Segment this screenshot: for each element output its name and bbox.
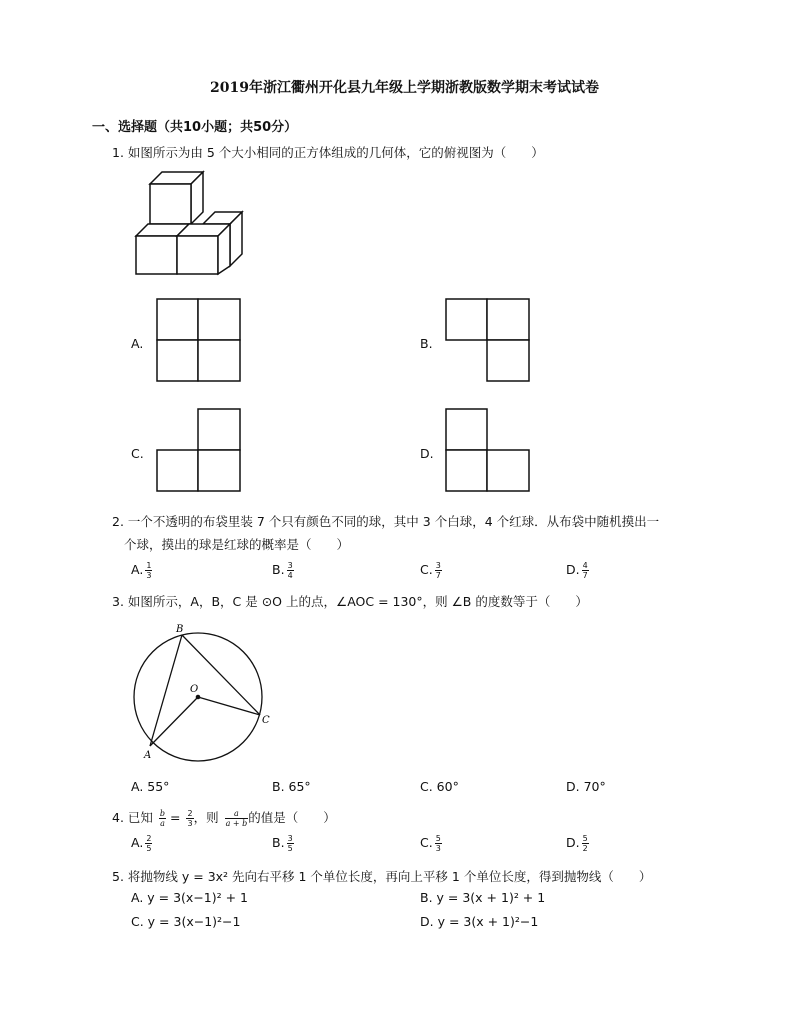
q1-option-d-figure — [445, 408, 531, 492]
q1-option-b-figure — [445, 298, 531, 382]
question-2-line-1: 2. 一个不透明的布袋里装 7 个只有颜色不同的球，其中 3 个白球，4 个红球．从布袋中随机摸出一 — [112, 514, 660, 529]
label-o: O — [190, 684, 199, 695]
q4-option-c: C. $\frac{5}{3}$ — [420, 834, 441, 853]
q1-option-b-label: B. — [420, 336, 433, 351]
q1-option-c-label: C. — [131, 446, 144, 461]
q1-option-c-figure — [156, 408, 242, 492]
label-b: B — [176, 624, 184, 635]
q2-option-b: B. $\frac{3}{4}$ — [272, 561, 293, 580]
page-title: 2019年浙江衢州开化县九年级上学期浙教版数学期末考试试卷 — [210, 80, 599, 96]
q3-option-b: B. 65° — [272, 779, 311, 794]
question-1-cube-figure — [130, 170, 250, 280]
q2-option-d: D. $\frac{4}{7}$ — [566, 561, 588, 580]
q1-option-a-label: A. — [131, 336, 144, 351]
q4-option-b: B. $\frac{3}{5}$ — [272, 834, 293, 853]
question-4-text: 4. 已知 $\frac{b}{a}$ = $\frac{2}{3}$ ，则 $\frac{a}{a + b}$ 的值是（ ） — [112, 809, 336, 828]
question-3-text: 3. 如图所示，A，B，C 是 ⊙O 上的点，∠AOC = 130°，则 ∠B 的度数等于（ ） — [112, 594, 588, 609]
q5-option-b: B. y = 3(x + 1)² + 1 — [420, 890, 546, 905]
label-c: C — [262, 715, 270, 726]
question-5-text: 5. 将抛物线 y = 3x² 先向右平移 1 个单位长度，再向上平移 1 个单位长度，得到抛物线（ ） — [112, 869, 652, 884]
question-3-circle-figure — [128, 622, 278, 764]
label-a: A — [144, 750, 152, 761]
q3-option-d: D. 70° — [566, 779, 606, 794]
q3-option-c: C. 60° — [420, 779, 459, 794]
q1-option-a-figure — [156, 298, 242, 382]
q4-option-a: A. $\frac{2}{5}$ — [131, 834, 152, 853]
segment-bc — [182, 635, 260, 715]
q5-option-c: C. y = 3(x−1)²−1 — [131, 914, 241, 929]
question-1-text: 1. 如图所示为由 5 个大小相同的正方体组成的几何体，它的俯视图为（ ） — [112, 145, 544, 160]
q4-option-d: D. $\frac{5}{2}$ — [566, 834, 588, 853]
center-point-o — [196, 695, 201, 700]
q1-option-d-label: D. — [420, 446, 434, 461]
q5-option-a: A. y = 3(x−1)² + 1 — [131, 890, 249, 905]
section-heading: 一、选择题（共10小题；共50分） — [92, 120, 298, 135]
q2-option-c: C. $\frac{3}{7}$ — [420, 561, 441, 580]
q3-option-a: A. 55° — [131, 779, 170, 794]
q2-option-a: A. $\frac{1}{3}$ — [131, 561, 152, 580]
q5-option-d: D. y = 3(x + 1)²−1 — [420, 914, 539, 929]
question-2-line-2: 个球，摸出的球是红球的概率是（ ） — [124, 537, 350, 552]
